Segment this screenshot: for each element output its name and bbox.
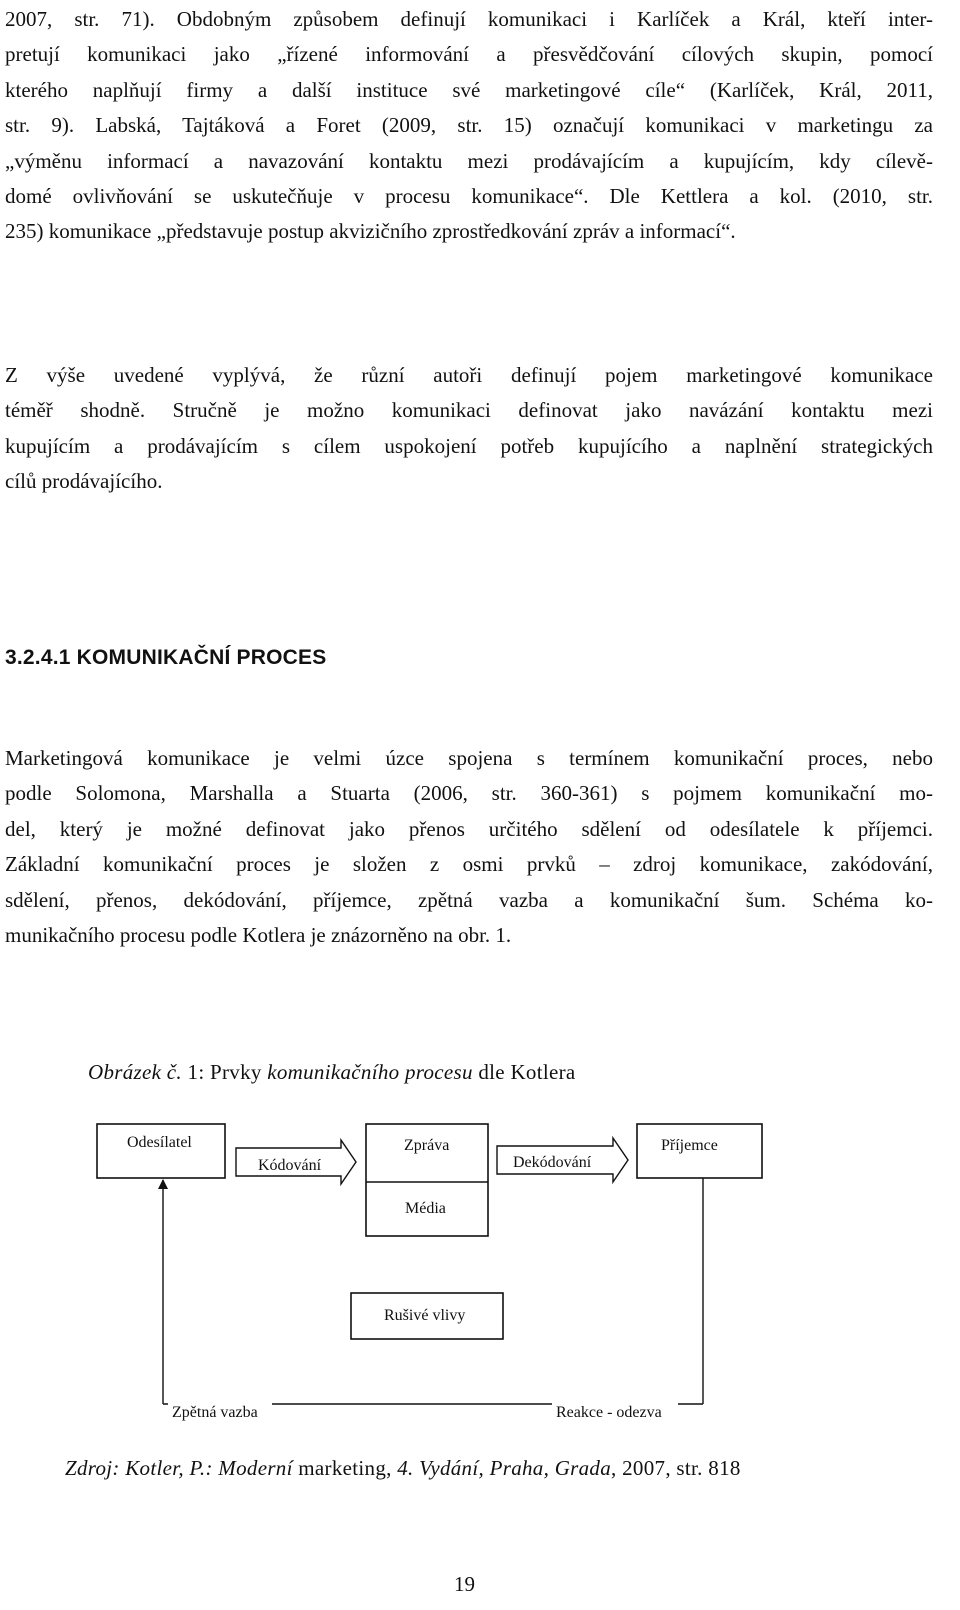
text-line: téměř shodně. Stručně je možno komunikaci definovat jako navázání kontaktu mezi bbox=[5, 398, 933, 423]
response-label: Reakce - odezva bbox=[556, 1404, 662, 1421]
receiver-label: Příjemce bbox=[661, 1137, 718, 1154]
encoding-label: Kódování bbox=[258, 1157, 322, 1174]
source-part: 4. Vydání, Praha, Grada bbox=[397, 1456, 612, 1480]
decoding-label: Dekódování bbox=[513, 1154, 592, 1171]
text-line: kupujícím a prodávajícím s cílem uspokojení potřeb kupujícího a naplnění strategických bbox=[5, 433, 933, 458]
page-number: 19 bbox=[454, 1572, 475, 1596]
sender-label: Odesílatel bbox=[127, 1134, 192, 1151]
text-line: munikačního procesu podle Kotlera je znázorněno na obr. 1. bbox=[5, 923, 512, 948]
source-part: marketing, bbox=[292, 1456, 398, 1480]
section-heading: 3.2.4.1 KOMUNIKAČNÍ PROCES bbox=[5, 646, 327, 669]
media-label: Média bbox=[405, 1200, 446, 1217]
caption-part: komunikačního procesu bbox=[267, 1060, 473, 1084]
source-part: , 2007, str. 818 bbox=[611, 1456, 741, 1480]
caption-part: 1: Prvky bbox=[181, 1060, 268, 1084]
text-line: sdělení, přenos, dekódování, příjemce, zpětná vazba a komunikační šum. Schéma ko- bbox=[5, 887, 933, 912]
noise-label: Rušivé vlivy bbox=[384, 1307, 466, 1324]
caption-part: Obrázek č. bbox=[88, 1060, 182, 1084]
text-line: podle Solomona, Marshalla a Stuarta (2006, str. 360-361) s pojmem komunikační mo- bbox=[5, 781, 933, 806]
text-line: del, který je možné definovat jako přenos určitého sdělení od odesílatele k příjemci. bbox=[5, 816, 933, 841]
text-line: cílů prodávajícího. bbox=[5, 469, 163, 494]
sender-box bbox=[97, 1124, 225, 1178]
text-line: domé ovlivňování se uskutečňuje v procesu komunikace“. Dle Kettlera a kol. (2010, str. bbox=[5, 184, 933, 209]
text-line: „výměnu informací a navazování kontaktu mezi prodávajícím a kupujícím, kdy cílevě- bbox=[5, 148, 933, 173]
text-line: kterého naplňují firmy a další instituce své marketingové cíle“ (Karlíček, Král, 2011, bbox=[5, 77, 933, 102]
text-line: Z výše uvedené vyplývá, že různí autoři definují pojem marketingové komunikace bbox=[5, 363, 933, 387]
text-line: 235) komunikace „představuje postup akvizičního zprostředkování zpráv a informací“. bbox=[5, 219, 736, 244]
message-label: Zpráva bbox=[404, 1137, 450, 1154]
caption-part: dle Kotlera bbox=[472, 1060, 576, 1084]
source-part: Zdroj: Kotler, P.: Moderní bbox=[65, 1456, 293, 1480]
text-line: str. 9). Labská, Tajtáková a Foret (2009, str. 15) označují komunikaci v marketingu za bbox=[5, 113, 933, 138]
text-line: pretují komunikaci jako „řízené informování a přesvědčování cílových skupin, pomocí bbox=[5, 42, 933, 67]
feedback-label: Zpětná vazba bbox=[172, 1404, 258, 1421]
text-line: Základní komunikační proces je složen z osmi prvků – zdroj komunikace, zakódování, bbox=[5, 852, 933, 877]
text-line: 2007, str. 71). Obdobným způsobem definují komunikaci i Karlíček a Král, kteří inter- bbox=[5, 7, 933, 31]
figure-source bbox=[65, 1456, 741, 1481]
text-line: Marketingová komunikace je velmi úzce spojena s termínem komunikační proces, nebo bbox=[5, 746, 933, 770]
